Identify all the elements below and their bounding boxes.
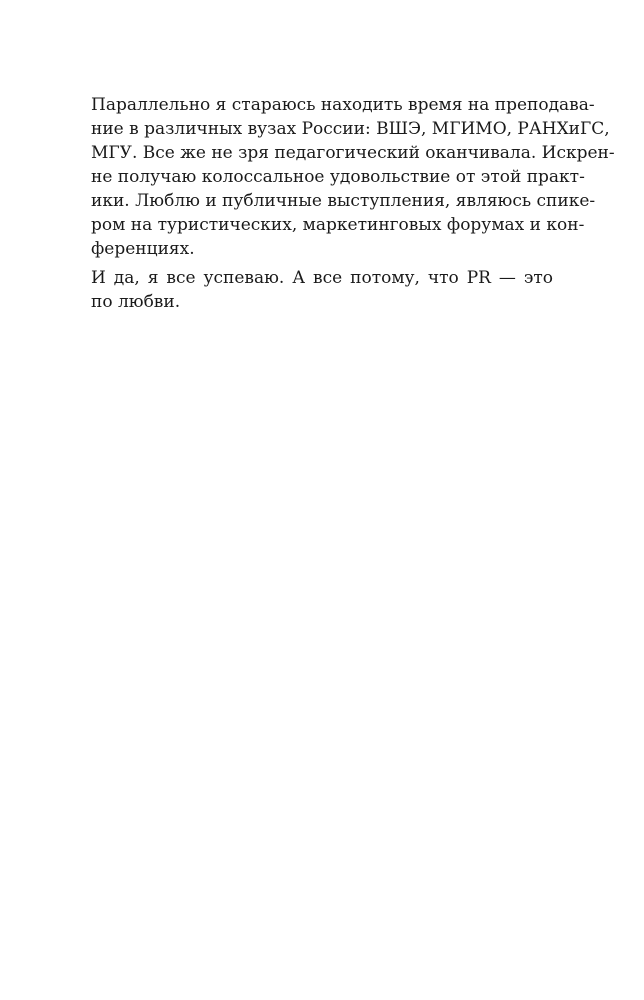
paragraph-1 [91,93,615,261]
text-line: по любви. [91,292,181,312]
text-line: не получаю колоссальное удовольствие от этой практ- [91,167,585,187]
text-line: ние в различных вузах России: ВШЭ, МГИМО, РАНХиГС, [91,119,610,139]
text-line: Параллельно я стараюсь находить время на преподава- [91,95,595,115]
text-line: ром на туристических, маркетинговых форумах и кон- [91,215,585,235]
body-text [91,93,615,314]
text-line: И да, я все успеваю. А все потому, что PR — это [91,268,553,288]
text-line: ики. Люблю и публичные выступления, являюсь спике- [91,191,596,211]
text-line: ференциях. [91,239,195,259]
text-line: МГУ. Все же не зря педагогический оканчивала. Искрен- [91,143,615,163]
paragraph-2 [91,266,553,314]
